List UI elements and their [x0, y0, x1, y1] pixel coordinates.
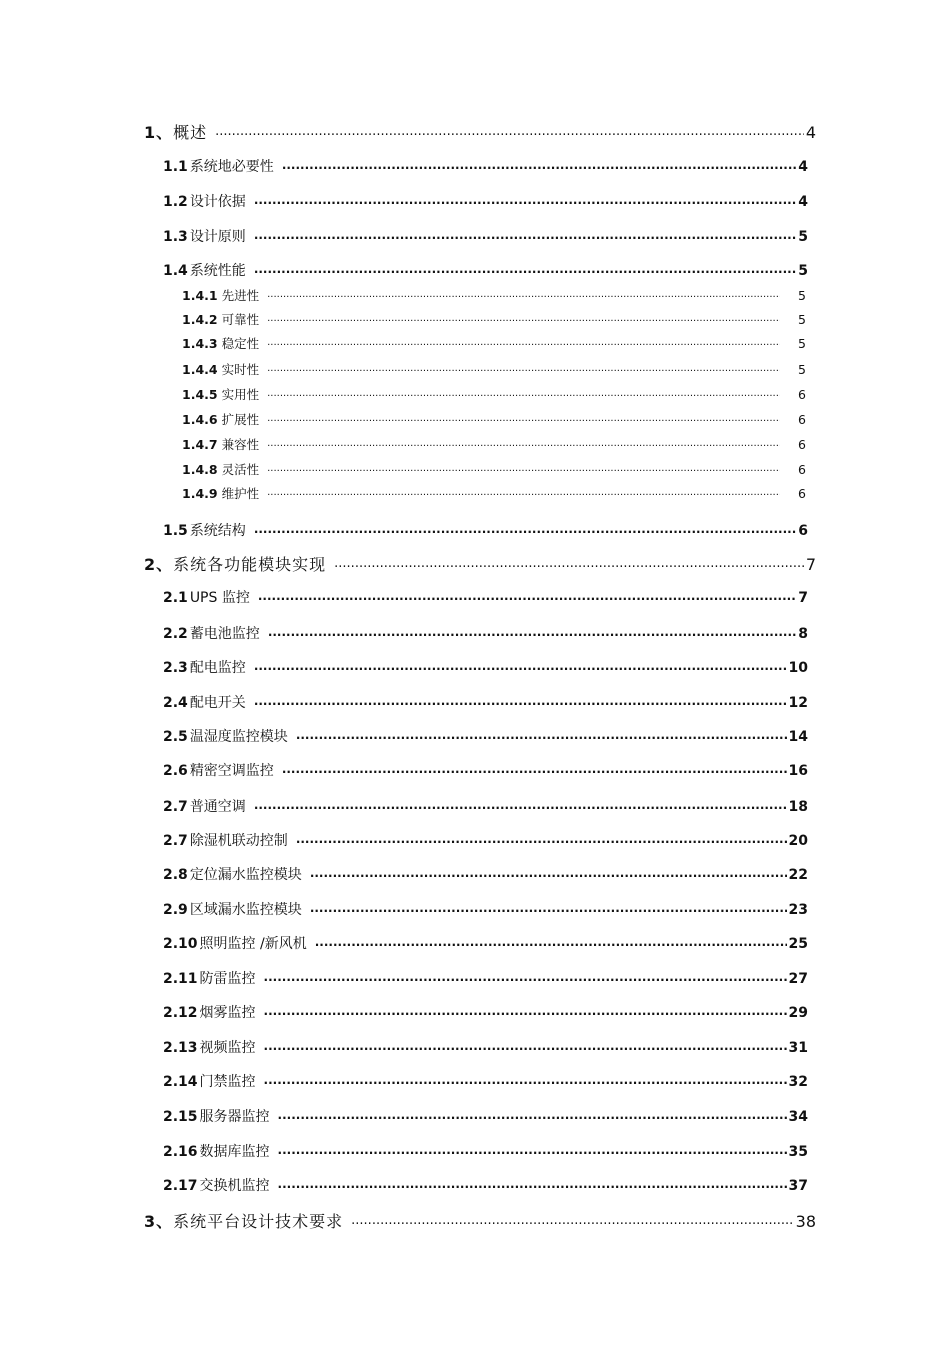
toc-page-number: 6	[798, 461, 806, 477]
toc-entry-number: 2.7	[163, 833, 188, 849]
toc-entry[interactable]	[163, 261, 808, 278]
toc-entry[interactable]	[163, 1038, 808, 1055]
toc-dot-leader	[310, 900, 787, 914]
toc-entry-title	[163, 903, 302, 917]
toc-entry[interactable]	[163, 831, 808, 848]
toc-entry[interactable]	[163, 658, 808, 675]
toc-page-number: 32	[788, 1074, 808, 1090]
toc-page-number: 38	[795, 1212, 816, 1231]
toc-dot-leader	[278, 1107, 787, 1121]
toc-entry-name: 照明监控 /新风机	[199, 936, 307, 952]
toc-entry-name: 门禁监控	[199, 1074, 256, 1090]
toc-dot-leader	[267, 386, 780, 399]
toc-dot-leader	[267, 311, 780, 324]
toc-entry-number: 2.17	[163, 1178, 198, 1194]
toc-entry[interactable]	[163, 1176, 808, 1193]
toc-page-number: 5	[798, 263, 808, 279]
toc-dot-leader	[315, 934, 787, 948]
toc-entry-number: 2.9	[163, 902, 188, 918]
toc-entry-name: 设计原则	[189, 229, 246, 245]
toc-entry-number: 1.4.3	[182, 335, 218, 351]
toc-entry[interactable]	[163, 1107, 808, 1124]
toc-entry-number: 2.7	[163, 799, 188, 815]
toc-entry[interactable]	[163, 761, 808, 778]
toc-dot-leader	[351, 1211, 793, 1227]
toc-dot-leader	[254, 797, 787, 811]
toc-page-number: 10	[788, 660, 808, 676]
toc-entry[interactable]	[182, 311, 806, 326]
toc-dot-leader	[278, 1142, 787, 1156]
toc-entry-title	[163, 627, 260, 641]
toc-entry[interactable]	[144, 554, 816, 573]
toc-entry-title	[182, 411, 260, 427]
toc-entry-number: 2.13	[163, 1040, 198, 1056]
toc-entry-title	[144, 125, 207, 141]
toc-entry[interactable]	[182, 436, 806, 451]
toc-entry-title	[163, 1006, 256, 1020]
toc-page-number: 4	[805, 123, 816, 142]
toc-entry-number: 2.5	[163, 729, 188, 745]
toc-dot-leader	[254, 693, 787, 707]
toc-page-number: 5	[798, 229, 808, 245]
toc-entry-number: 1.4.9	[182, 485, 218, 501]
toc-page-number: 7	[798, 590, 808, 606]
toc-entry-number: 2、	[144, 555, 174, 574]
toc-entry-number: 2.15	[163, 1109, 198, 1125]
toc-entry[interactable]	[163, 934, 808, 951]
toc-entry-number: 1.4.6	[182, 411, 218, 427]
toc-entry-number: 2.16	[163, 1144, 198, 1160]
toc-entry[interactable]	[163, 624, 808, 641]
toc-dot-leader	[267, 361, 780, 374]
toc-entry[interactable]	[182, 361, 806, 376]
toc-entry-number: 2.3	[163, 660, 188, 676]
toc-page-number: 20	[788, 833, 808, 849]
toc-page-number: 7	[805, 555, 816, 574]
toc-entry-name: 系统地必要性	[189, 159, 274, 175]
toc-entry-number: 2.4	[163, 695, 188, 711]
toc-page-number: 6	[798, 411, 806, 427]
toc-entry-name: 先进性	[221, 287, 260, 303]
toc-entry-name: 系统各功能模块实现	[173, 555, 327, 574]
toc-entry-title	[163, 696, 246, 710]
toc-entry-title	[144, 1214, 343, 1230]
toc-entry[interactable]	[163, 157, 808, 174]
toc-entry-name: 灵活性	[221, 461, 260, 477]
toc-entry[interactable]	[163, 588, 808, 605]
toc-entry-title	[182, 335, 260, 351]
toc-dot-leader	[268, 624, 796, 638]
toc-dot-leader	[264, 969, 787, 983]
toc-page-number: 25	[788, 936, 808, 952]
toc-dot-leader	[264, 1038, 787, 1052]
toc-entry-number: 2.12	[163, 1005, 198, 1021]
toc-entry[interactable]	[182, 287, 806, 302]
toc-page-number: 31	[788, 1040, 808, 1056]
toc-entry[interactable]	[163, 1072, 808, 1089]
toc-page-number: 34	[788, 1109, 808, 1125]
toc-dot-leader	[267, 335, 780, 348]
toc-entry[interactable]	[163, 797, 808, 814]
toc-dot-leader	[267, 461, 780, 474]
toc-page-number: 35	[788, 1144, 808, 1160]
toc-entry[interactable]	[182, 485, 806, 500]
toc-entry-number: 2.1	[163, 590, 188, 606]
toc-entry[interactable]	[163, 227, 808, 244]
toc-entry[interactable]	[144, 122, 816, 141]
toc-page-number: 5	[798, 335, 806, 351]
toc-dot-leader	[264, 1072, 787, 1086]
toc-dot-leader	[258, 588, 796, 602]
toc-entry-title	[163, 972, 256, 986]
toc-entry-title	[182, 386, 260, 402]
toc-dot-leader	[267, 411, 780, 424]
toc-entry-name: 蓄电池监控	[189, 626, 260, 642]
toc-entry-name: 可靠性	[221, 311, 260, 327]
toc-page-number: 6	[798, 523, 808, 539]
toc-entry-name: 系统平台设计技术要求	[173, 1212, 344, 1231]
toc-entry-name: 稳定性	[221, 335, 260, 351]
toc-entry-name: 烟雾监控	[199, 1005, 256, 1021]
toc-entry-title	[144, 557, 326, 573]
toc-dot-leader	[296, 831, 787, 845]
toc-entry-name: 普通空调	[189, 799, 246, 815]
toc-entry[interactable]	[182, 461, 806, 476]
toc-entry-number: 2.8	[163, 867, 188, 883]
toc-dot-leader	[215, 122, 804, 138]
toc-entry-number: 1.4	[163, 263, 188, 279]
toc-entry-name: 服务器监控	[199, 1109, 270, 1125]
toc-page-number: 14	[788, 729, 808, 745]
toc-dot-leader	[334, 554, 804, 570]
toc-entry-name: 除湿机联动控制	[189, 833, 288, 849]
toc-entry-name: 概述	[173, 123, 208, 142]
toc-page-number: 5	[798, 287, 806, 303]
toc-dot-leader	[310, 865, 787, 879]
toc-entry-title	[163, 1041, 256, 1055]
toc-entry-title	[163, 1145, 270, 1159]
toc-entry-title	[182, 485, 260, 501]
toc-page-number: 27	[788, 971, 808, 987]
toc-page-number: 5	[798, 311, 806, 327]
toc-dot-leader	[267, 436, 780, 449]
toc-dot-leader	[254, 192, 796, 206]
toc-entry-name: 配电监控	[189, 660, 246, 676]
toc-entry[interactable]	[182, 335, 806, 350]
toc-page-number: 4	[798, 159, 808, 175]
toc-entry-name: 维护性	[221, 485, 260, 501]
toc-entry-name: 系统性能	[189, 263, 246, 279]
toc-entry-title	[182, 361, 260, 377]
toc-entry-name: 配电开关	[189, 695, 246, 711]
toc-entry-title	[163, 1179, 270, 1193]
toc-entry-number: 1.4.2	[182, 311, 218, 327]
toc-entry-number: 1.4.8	[182, 461, 218, 477]
toc-entry-name: 视频监控	[199, 1040, 256, 1056]
toc-entry-name: 兼容性	[221, 436, 260, 452]
toc-entry-title	[163, 1110, 270, 1124]
toc-entry-name: 精密空调监控	[189, 763, 274, 779]
toc-dot-leader	[264, 1003, 787, 1017]
toc-entry[interactable]	[163, 1142, 808, 1159]
toc-entry-name: 设计依据	[189, 194, 246, 210]
toc-entry-number: 1、	[144, 123, 174, 142]
toc-entry-title	[182, 436, 260, 452]
toc-entry-name: 交换机监控	[199, 1178, 270, 1194]
toc-entry-title	[163, 937, 307, 951]
toc-page-number: 5	[798, 361, 806, 377]
toc-page-number: 4	[798, 194, 808, 210]
toc-entry[interactable]	[163, 521, 808, 538]
toc-entry-name: 扩展性	[221, 411, 260, 427]
toc-entry-title	[163, 868, 302, 882]
toc-entry-number: 2.10	[163, 936, 198, 952]
toc-page-number: 18	[788, 799, 808, 815]
toc-page-number: 22	[788, 867, 808, 883]
toc-entry-number: 1.5	[163, 523, 188, 539]
toc-entry-title	[163, 661, 246, 675]
toc-entry-number: 1.2	[163, 194, 188, 210]
toc-entry-name: 数据库监控	[199, 1144, 270, 1160]
toc-entry-name: 防雷监控	[199, 971, 256, 987]
toc-entry-name: UPS 监控	[189, 590, 250, 606]
toc-entry-title	[163, 764, 274, 778]
toc-entry[interactable]	[163, 693, 808, 710]
toc-page-number: 29	[788, 1005, 808, 1021]
toc-entry-title	[163, 230, 246, 244]
toc-entry-name: 系统结构	[189, 523, 246, 539]
toc-entry-name: 温湿度监控模块	[189, 729, 288, 745]
toc-entry-number: 1.1	[163, 159, 188, 175]
toc-entry[interactable]	[163, 865, 808, 882]
toc-entry-number: 2.2	[163, 626, 188, 642]
toc-dot-leader	[254, 658, 787, 672]
toc-entry-name: 实用性	[221, 386, 260, 402]
toc-entry-number: 1.4.7	[182, 436, 218, 452]
toc-entry-title	[163, 264, 246, 278]
toc-entry-name: 定位漏水监控模块	[189, 867, 302, 883]
toc-entry[interactable]	[144, 1211, 816, 1230]
toc-entry-title	[163, 800, 246, 814]
toc-entry-name: 区域漏水监控模块	[189, 902, 302, 918]
toc-entry-title	[163, 1075, 256, 1089]
toc-entry-title	[163, 591, 250, 605]
toc-dot-leader	[296, 727, 787, 741]
toc-dot-leader	[282, 761, 787, 775]
toc-entry-title	[163, 834, 288, 848]
toc-dot-leader	[254, 227, 796, 241]
toc-entry-number: 1.3	[163, 229, 188, 245]
toc-page-number: 6	[798, 436, 806, 452]
toc-entry-name: 实时性	[221, 361, 260, 377]
toc-entry-number: 1.4.5	[182, 386, 218, 402]
toc-dot-leader	[267, 287, 780, 300]
toc-entry-title	[182, 311, 260, 327]
toc-entry[interactable]	[163, 969, 808, 986]
toc-entry[interactable]	[182, 411, 806, 426]
toc-dot-leader	[254, 521, 796, 535]
toc-page-number: 12	[788, 695, 808, 711]
toc-entry-title	[163, 195, 246, 209]
toc-page-number: 6	[798, 485, 806, 501]
toc-dot-leader	[282, 157, 796, 171]
toc-entry-title	[163, 160, 274, 174]
toc-page-number: 8	[798, 626, 808, 642]
toc-entry[interactable]	[163, 1003, 808, 1020]
toc-entry-number: 2.14	[163, 1074, 198, 1090]
toc-page-number: 37	[788, 1178, 808, 1194]
toc-entry[interactable]	[182, 386, 806, 401]
toc-page-number: 16	[788, 763, 808, 779]
toc-entry-title	[182, 287, 260, 303]
toc-page-number: 23	[788, 902, 808, 918]
toc-entry-title	[182, 461, 260, 477]
toc-dot-leader	[278, 1176, 787, 1190]
toc-entry-title	[163, 730, 288, 744]
toc-page-number: 6	[798, 386, 806, 402]
toc-entry[interactable]	[163, 192, 808, 209]
toc-entry-number: 1.4.1	[182, 287, 218, 303]
toc-entry-number: 3、	[144, 1212, 174, 1231]
toc-entry-number: 2.6	[163, 763, 188, 779]
toc-entry-number: 1.4.4	[182, 361, 218, 377]
toc-dot-leader	[254, 261, 796, 275]
toc-entry-number: 2.11	[163, 971, 198, 987]
toc-entry-title	[163, 524, 246, 538]
toc-entry[interactable]	[163, 727, 808, 744]
toc-entry[interactable]	[163, 900, 808, 917]
toc-dot-leader	[267, 485, 780, 498]
